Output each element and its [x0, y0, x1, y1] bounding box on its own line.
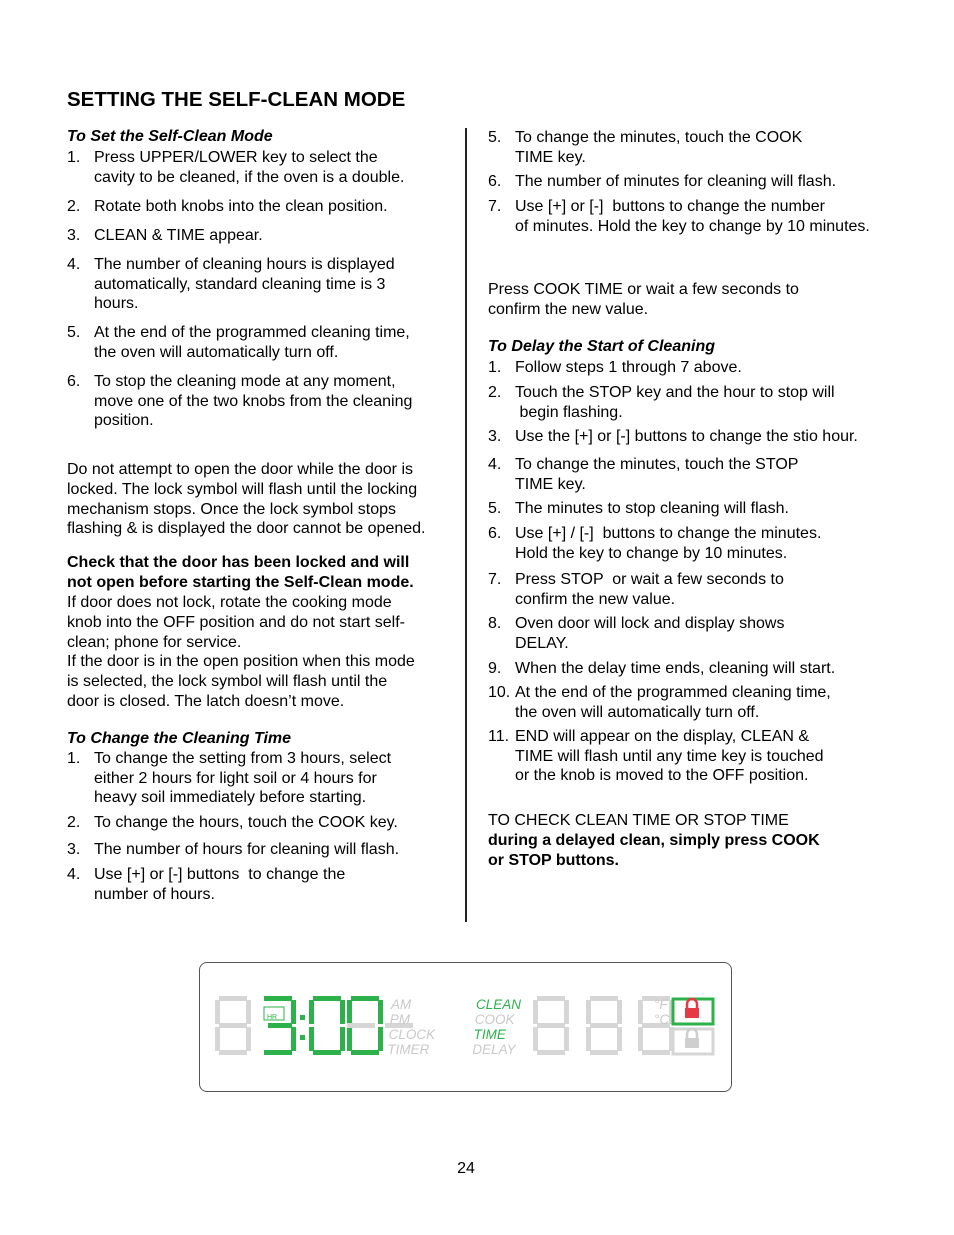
mode-label-clean: CLEAN — [476, 997, 522, 1012]
confirm-note: Press COOK TIME or wait a few seconds to confirm the new value. — [488, 281, 799, 318]
column-divider — [465, 128, 467, 922]
door-check-warning: Check that the door has been locked and will not open before starting the Self-Clean mode. — [67, 554, 414, 591]
page-number: 24 — [457, 1160, 475, 1177]
list-item-number: 6. — [488, 525, 502, 542]
list-item-text: The number of cleaning hours is displayed automatically, standard cleaning time is 3 hours. — [94, 256, 395, 313]
list-item-number: 3. — [67, 841, 81, 858]
list-item-number: 2. — [488, 384, 502, 401]
lock-icon-inactive — [673, 1029, 713, 1054]
hour-tens-digit — [215, 996, 251, 1055]
unit-c-label: °C — [654, 1012, 670, 1027]
list-item-number: 1. — [67, 149, 81, 166]
check-time-heading: TO CHECK CLEAN TIME OR STOP TIME — [488, 812, 789, 829]
change-time-subtitle: To Change the Cleaning Time — [67, 730, 292, 747]
list-item-text: Use the [+] or [-] buttons to change the stio hour. — [515, 428, 858, 445]
list-item-text: To change the minutes, touch the STOP TIME key. — [515, 456, 799, 493]
door-lock-note: Do not attempt to open the door while the door is locked. The lock symbol will flash until the locking mechanism stops. Once the lock symbol stops flashing & is displayed the door cannot be opened. — [67, 461, 426, 538]
list-item-text: The number of minutes for cleaning will flash. — [515, 173, 837, 190]
list-item-text: Touch the STOP key and the hour to stop will begin flashing. — [515, 384, 835, 421]
list-item-text: Oven door will lock and display shows DELAY. — [515, 615, 785, 652]
mode-label-cook: COOK — [474, 1012, 515, 1027]
hour-digit-3 — [264, 996, 296, 1055]
list-item-number: 9. — [488, 660, 502, 677]
oven-display-panel — [199, 962, 732, 1092]
door-check-details: If door does not lock, rotate the cooking mode knob into the OFF position and do not start self- clean; phone for service. If the door is in the open position when this mode is selected, the lock symbol will flash until the door is closed. The latch doesn’t move. — [67, 594, 415, 710]
list-item-text: The minutes to stop cleaning will flash. — [515, 500, 789, 517]
list-item-text: Use [+] or [-] buttons to change the number of minutes. Hold the key to change by 10 minutes. — [515, 198, 870, 235]
mode-label-timer: TIMER — [387, 1042, 430, 1057]
list-item-text: The number of hours for cleaning will flash. — [94, 841, 400, 858]
list-item-number: 5. — [488, 500, 502, 517]
set-self-clean-subtitle: To Set the Self-Clean Mode — [67, 128, 273, 145]
list-item-number: 4. — [67, 866, 81, 883]
list-item-number: 7. — [488, 571, 502, 588]
list-item-number: 10. — [488, 684, 511, 701]
check-time-instruction: during a delayed clean, simply press COOK or STOP buttons. — [488, 832, 820, 869]
list-item-text: Use [+] / [-] buttons to change the minutes. Hold the key to change by 10 minutes. — [515, 525, 822, 562]
list-item-number: 5. — [488, 129, 502, 146]
list-item-number: 3. — [67, 227, 81, 244]
list-item-text: At the end of the programmed cleaning time, the oven will automatically turn off. — [515, 684, 831, 721]
list-item-number: 6. — [67, 373, 81, 390]
list-item-text: To change the setting from 3 hours, select either 2 hours for light soil or 4 hours for heavy soil immediately before starting. — [94, 750, 392, 807]
list-item-text: Follow steps 1 through 7 above. — [515, 359, 742, 376]
right-digit-2 — [586, 996, 622, 1055]
list-item-number: 4. — [488, 456, 502, 473]
mode-label-time: TIME — [473, 1027, 506, 1042]
list-item-number: 11. — [488, 728, 510, 745]
list-item-text: When the delay time ends, cleaning will start. — [515, 660, 836, 677]
right-digit-1 — [533, 996, 569, 1055]
mode-label-clock: CLOCK — [388, 1027, 436, 1042]
list-item-text: Press UPPER/LOWER key to select the cavity to be cleaned, if the oven is a double. — [94, 149, 405, 186]
list-item-text: To change the minutes, touch the COOK TIME key. — [515, 129, 803, 166]
unit-f-label: °F — [654, 997, 668, 1012]
mode-label-delay: DELAY — [472, 1042, 516, 1057]
lock-icon-active — [673, 999, 713, 1024]
delay-start-subtitle: To Delay the Start of Cleaning — [488, 338, 715, 355]
list-item-number: 1. — [488, 359, 502, 376]
page-title: SETTING THE SELF-CLEAN MODE — [67, 88, 406, 111]
mode-label-am: AM — [391, 997, 412, 1012]
list-item-number: 6. — [488, 173, 502, 190]
list-item-number: 8. — [488, 615, 502, 632]
mode-label-pm: PM — [389, 1012, 411, 1027]
display-segments — [200, 963, 730, 1090]
list-item-number: 2. — [67, 198, 81, 215]
list-item-text: Rotate both knobs into the clean position. — [94, 198, 388, 215]
list-item-number: 5. — [67, 324, 81, 341]
list-item-text: To change the hours, touch the COOK key. — [94, 814, 398, 831]
list-item-number: 1. — [67, 750, 81, 767]
list-item-number: 3. — [488, 428, 502, 445]
list-item-number: 7. — [488, 198, 502, 215]
list-item-number: 2. — [67, 814, 81, 831]
list-item-text: Use [+] or [-] buttons to change the number of hours. — [94, 866, 346, 903]
hr-label: HR — [267, 1014, 278, 1021]
time-colon — [300, 1015, 305, 1040]
list-item-text: CLEAN & TIME appear. — [94, 227, 263, 244]
list-item-text: Press STOP or wait a few seconds to confirm the new value. — [515, 571, 784, 608]
list-item-text: At the end of the programmed cleaning time, the oven will automatically turn off. — [94, 324, 410, 361]
list-item-number: 4. — [67, 256, 81, 273]
list-item-text: END will appear on the display, CLEAN & TIME will flash until any time key is touched or the knob is moved to the OFF position. — [515, 728, 824, 785]
list-item-text: To stop the cleaning mode at any moment, move one of the two knobs from the cleaning position. — [94, 373, 413, 430]
